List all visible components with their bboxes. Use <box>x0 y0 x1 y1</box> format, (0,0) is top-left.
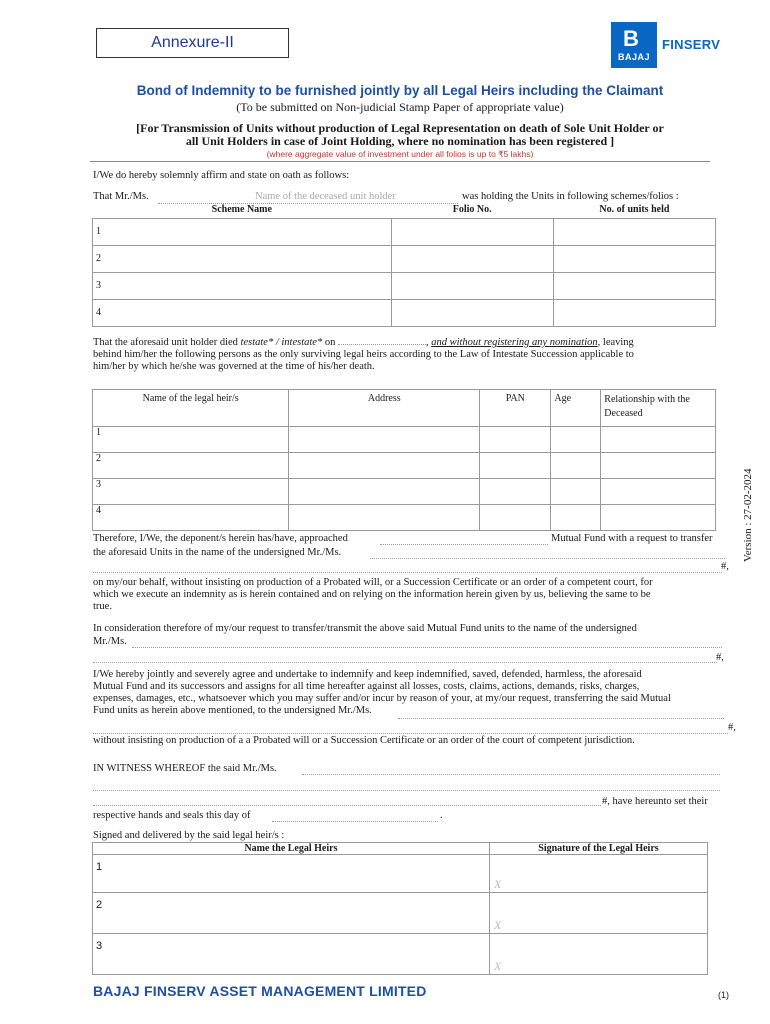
address-cell[interactable] <box>289 453 480 479</box>
death-paragraph <box>93 337 713 373</box>
table-row <box>93 218 716 245</box>
legal-heirs-signature-header: Signature of the Legal Heirs <box>489 843 707 855</box>
undertake-text-a: I/We hereby jointly and severely agree and undertake to indemnify and keep indemnified, saved, defended, harmless, the aforesaid <box>93 669 642 680</box>
age-cell[interactable] <box>551 453 601 479</box>
relationship-header: Relationship with the Deceased <box>601 390 716 427</box>
relationship-cell[interactable] <box>601 453 716 479</box>
signature-cell[interactable] <box>489 934 707 975</box>
transferee-name-field-1[interactable] <box>370 558 725 559</box>
transferee-name-field-2[interactable] <box>93 572 722 573</box>
row-number[interactable]: 2 <box>93 453 289 479</box>
signature-x-icon: X <box>493 959 502 973</box>
table-row <box>93 855 708 893</box>
units-cell[interactable] <box>553 272 715 299</box>
row-number[interactable]: 4 <box>93 299 392 326</box>
undertake-text-c: expenses, damages, etc., whatsoever which you may suffer and/or incur by reason of your, at my/our request, transferring the said Mutual <box>93 693 671 704</box>
units-cell[interactable] <box>553 218 715 245</box>
age-cell[interactable] <box>551 505 601 531</box>
therefore-text-e: which we execute an indemnity as is herein contained and on relying on the information herein given by us, believing the same to be <box>93 589 651 600</box>
signed-text: Signed and delivered by the said legal heir/s : <box>93 830 285 841</box>
died-text: That the aforesaid unit holder died <box>93 337 241 348</box>
deceased-name-field[interactable]: Name of the deceased unit holder <box>255 191 396 202</box>
heir-number[interactable]: 1 <box>93 855 490 893</box>
consideration-name-field-1[interactable] <box>132 647 722 648</box>
undertake-name-field-2[interactable] <box>93 733 728 734</box>
witness-text-c: respective hands and seals this day of <box>93 810 251 821</box>
undertake-name-field-1[interactable] <box>398 718 724 719</box>
age-header: Age <box>551 390 601 427</box>
undertake-text-d: Fund units as herein above mentioned, to the undersigned Mr./Ms. <box>93 705 372 716</box>
age-cell[interactable] <box>551 427 601 453</box>
folio-no-header: Folio No. <box>452 204 492 216</box>
hash-mark: #, <box>716 652 724 663</box>
signature-x-icon: X <box>493 877 502 891</box>
row-number[interactable]: 1 <box>93 427 289 453</box>
units-cell[interactable] <box>553 245 715 272</box>
units-held-header: No. of units held <box>599 204 670 216</box>
signature-cell[interactable] <box>489 893 707 934</box>
address-header: Address <box>289 390 480 427</box>
consideration-text-a: In consideration therefore of my/our request to transfer/transmit the above said Mutual Fund units to the name of the undersigned <box>93 623 637 634</box>
witness-name-field-1[interactable] <box>302 774 720 775</box>
document-subtitle: (To be submitted on Non-judicial Stamp Paper of appropriate value) <box>236 100 564 114</box>
affirm-text: I/We do hereby solemnly affirm and state on oath as follows: <box>93 170 350 181</box>
pan-cell[interactable] <box>480 453 551 479</box>
bajaj-finserv-logo <box>611 22 729 68</box>
row-number[interactable]: 3 <box>93 272 392 299</box>
signature-x-icon: X <box>493 918 502 932</box>
that-mr-label: That Mr./Ms. <box>93 191 149 202</box>
mutual-fund-name-field[interactable] <box>380 544 548 545</box>
age-cell[interactable] <box>551 479 601 505</box>
therefore-text-f: true. <box>93 601 112 612</box>
page-number: (1) <box>718 990 729 1000</box>
no-nomination-text: and without registering any nomination <box>431 337 598 348</box>
row-number[interactable]: 1 <box>93 218 392 245</box>
consideration-name-field-2[interactable] <box>93 662 717 663</box>
address-cell[interactable] <box>289 427 480 453</box>
investment-limit-note: (where aggregate value of investment under all folios is up to ₹5 lakhs) <box>266 149 534 159</box>
table-row <box>93 427 716 453</box>
logo-mark <box>611 22 657 68</box>
hash-mark: #, <box>721 561 729 572</box>
relationship-cell[interactable] <box>601 479 716 505</box>
therefore-text-c: the aforesaid Units in the name of the undersigned Mr./Ms. <box>93 547 342 558</box>
witness-text-b: #, have hereunto set their <box>602 796 708 807</box>
signature-table <box>92 842 708 975</box>
scope-line-1: [For Transmission of Units without production of Legal Representation on death of Sole Unit Holder or <box>136 121 664 135</box>
folio-cell[interactable] <box>391 218 553 245</box>
relationship-cell[interactable] <box>601 427 716 453</box>
pan-cell[interactable] <box>480 427 551 453</box>
table-row <box>93 505 716 531</box>
document-title: Bond of Indemnity to be furnished jointly by all Legal Heirs including the Claimant <box>136 83 664 98</box>
was-holding-text: was holding the Units in following schemes/folios : <box>462 191 679 202</box>
comma-text: , <box>425 337 432 348</box>
address-cell[interactable] <box>289 479 480 505</box>
heir-number[interactable]: 3 <box>93 934 490 975</box>
footer-company-name: BAJAJ FINSERV ASSET MANAGEMENT LIMITED <box>93 983 427 999</box>
version-label: Version : 27-02-2024 <box>742 468 754 562</box>
witness-name-field-3[interactable] <box>93 805 601 806</box>
logo-b-glyph: B <box>623 26 639 51</box>
row-number[interactable]: 4 <box>93 505 289 531</box>
table-row <box>93 893 708 934</box>
heir-name-header: Name of the legal heir/s <box>93 390 289 427</box>
annexure-label: Annexure-II <box>96 28 289 58</box>
pan-cell[interactable] <box>480 479 551 505</box>
therefore-body <box>93 577 733 613</box>
signature-cell[interactable] <box>489 855 707 893</box>
scheme-table <box>92 202 716 327</box>
death-line-2: behind him/her the following persons as the only surviving legal heirs according to the Law of Intestate Succession applicable to <box>93 349 634 360</box>
relationship-cell[interactable] <box>601 505 716 531</box>
logo-finserv-text: FINSERV <box>662 37 721 52</box>
logo-bajaj-text: BAJAJ <box>617 52 650 62</box>
leaving-text: , leaving <box>597 337 634 348</box>
witness-text-a: IN WITNESS WHEREOF the said Mr./Ms. <box>93 763 277 774</box>
folio-cell[interactable] <box>391 245 553 272</box>
witness-text-d: . <box>440 810 443 821</box>
undertake-text-b: Mutual Fund and its successors and assigns for all time hereafter against all losses, costs, claims, actions, demands, risks, charges, <box>93 681 640 692</box>
therefore-text-a: Therefore, I/We, the deponent/s herein has/have, approached <box>93 533 348 544</box>
undertake-text-e: without insisting on production of a a Probated will or a Succession Certificate or an order of the court of competent jurisdiction. <box>93 735 635 746</box>
hash-mark: #, <box>728 722 736 733</box>
table-row <box>93 934 708 975</box>
testate-option[interactable]: testate* / intestate* <box>240 337 323 348</box>
scheme-name-header: Scheme Name <box>211 204 272 216</box>
consideration-text-b: Mr./Ms. <box>93 636 127 647</box>
table-row <box>93 299 716 326</box>
address-cell[interactable] <box>289 505 480 531</box>
death-line-3: him/her by which he/she was governed at the time of his/her death. <box>93 361 375 372</box>
table-row <box>93 453 716 479</box>
witness-name-field-2[interactable] <box>93 790 720 791</box>
row-number[interactable]: 3 <box>93 479 289 505</box>
table-row <box>93 272 716 299</box>
legal-heirs-name-header: Name the Legal Heirs <box>93 843 490 855</box>
undertake-paragraph <box>93 669 733 717</box>
on-text: on <box>322 337 338 348</box>
transmission-scope <box>90 122 710 148</box>
row-number[interactable]: 2 <box>93 245 392 272</box>
legal-heirs-table <box>92 389 716 531</box>
table-row <box>93 245 716 272</box>
divider <box>90 161 710 162</box>
heir-number[interactable]: 2 <box>93 893 490 934</box>
therefore-text-b: Mutual Fund with a request to transfer <box>551 533 713 544</box>
units-cell[interactable] <box>553 299 715 326</box>
day-field[interactable] <box>272 821 438 822</box>
scope-line-2: all Unit Holders in case of Joint Holding, where no nomination has been registered ] <box>185 134 615 148</box>
table-row <box>93 479 716 505</box>
therefore-text-d: on my/our behalf, without insisting on production of a Probated will, or a Succession Certificate or an order of a competent court, for <box>93 577 653 588</box>
pan-cell[interactable] <box>480 505 551 531</box>
folio-cell[interactable] <box>391 299 553 326</box>
folio-cell[interactable] <box>391 272 553 299</box>
death-date-field[interactable] <box>338 344 426 345</box>
pan-header: PAN <box>480 390 551 427</box>
